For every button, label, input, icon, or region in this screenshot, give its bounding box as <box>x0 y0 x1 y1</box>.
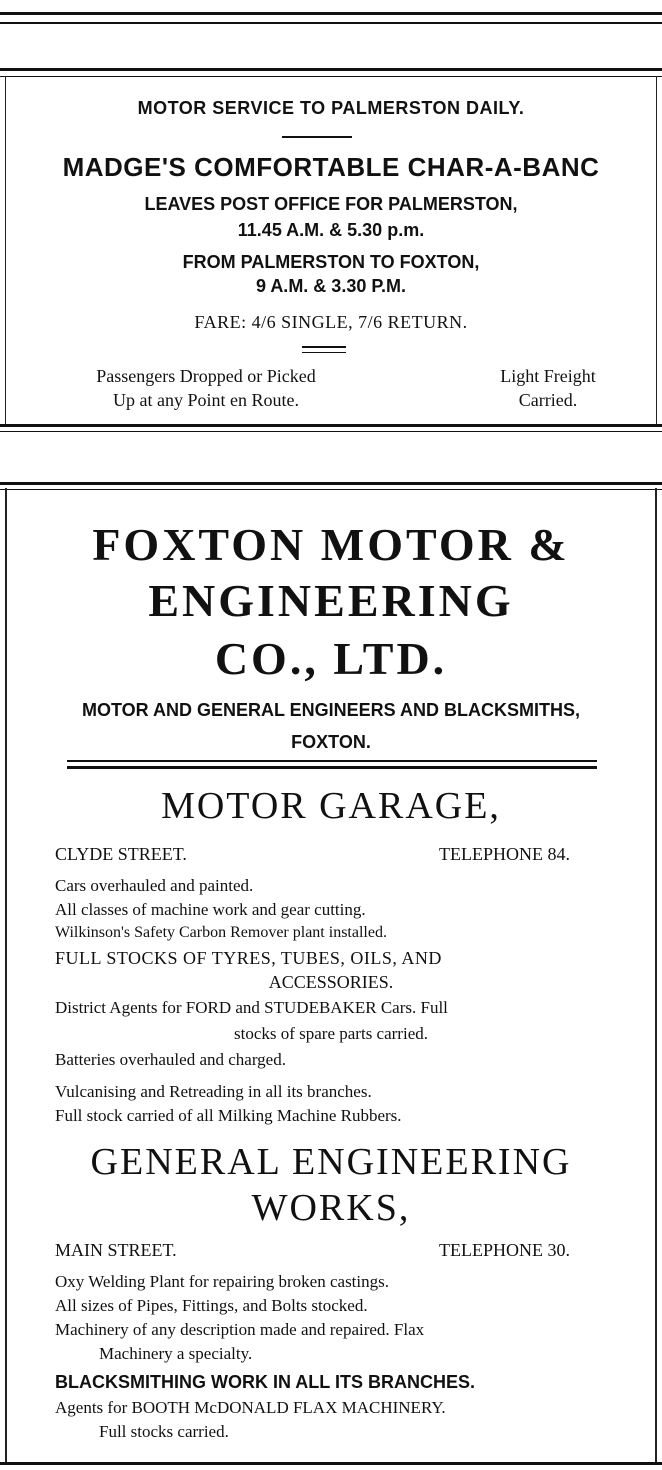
top-rule-thin <box>0 22 662 24</box>
char-a-banc-advert <box>5 76 657 424</box>
garage-line-7: stocks of spare parts carried. <box>233 1024 428 1043</box>
ad2-top-rule <box>0 482 662 485</box>
works-heading-1: GENERAL ENGINEERING <box>90 1141 572 1183</box>
works-line-4: Machinery a specialty. <box>99 1344 253 1363</box>
works-line-6: Agents for BOOTH McDONALD FLAX MACHINERY. <box>55 1398 446 1417</box>
ad1-line2: 11.45 A.M. & 5.30 p.m. <box>237 220 425 240</box>
ad2-title-1: FOXTON MOTOR & <box>92 519 570 570</box>
works-line-5: BLACKSMITHING WORK IN ALL ITS BRANCHES. <box>55 1372 475 1392</box>
garage-telephone: TELEPHONE 84. <box>439 844 570 864</box>
ad1-bottom-rule-thin <box>0 431 662 432</box>
ad1-bottom-rule <box>0 424 662 427</box>
ad1-title: MADGE'S COMFORTABLE CHAR-A-BANC <box>62 152 600 182</box>
garage-line-9: Vulcanising and Retreading in all its branches. <box>55 1082 372 1101</box>
garage-line-8: Batteries overhauled and charged. <box>55 1050 286 1069</box>
ad2-subtitle-2: FOXTON. <box>291 732 371 752</box>
ad1-right-note-2: Carried. <box>518 390 578 410</box>
ad1-line1: LEAVES POST OFFICE FOR PALMERSTON, <box>144 194 518 214</box>
works-street: MAIN STREET. <box>55 1240 177 1260</box>
ad2-double-rule-2 <box>67 766 597 769</box>
ad1-divider-3 <box>302 352 346 353</box>
ad2-subtitle-1: MOTOR AND GENERAL ENGINEERS AND BLACKSMITHS, <box>81 700 581 720</box>
garage-line-3: Wilkinson's Safety Carbon Remover plant installed. <box>55 924 387 941</box>
garage-line-4: FULL STOCKS OF TYRES, TUBES, OILS, AND <box>55 948 442 968</box>
ad1-fare: FARE: 4/6 SINGLE, 7/6 RETURN. <box>194 312 468 332</box>
top-rule <box>0 12 662 15</box>
garage-line-1: Cars overhauled and painted. <box>55 876 254 895</box>
foxton-motor-advert <box>5 488 657 1463</box>
garage-heading: MOTOR GARAGE, <box>161 785 501 827</box>
garage-line-10: Full stock carried of all Milking Machine Rubbers. <box>55 1106 402 1125</box>
ad1-left-note <box>46 364 366 412</box>
ad2-title-2: ENGINEERING <box>148 575 514 626</box>
ad1-top-rule <box>0 68 662 71</box>
ad1-right-note-1: Light Freight <box>500 366 596 386</box>
ad1-divider-2 <box>302 346 346 348</box>
works-line-7: Full stocks carried. <box>99 1422 229 1441</box>
ad1-left-note-1: Passengers Dropped or Picked <box>96 366 316 386</box>
works-line-1: Oxy Welding Plant for repairing broken castings. <box>55 1272 389 1291</box>
ad1-line4: 9 A.M. & 3.30 P.M. <box>255 276 407 296</box>
ad1-heading: MOTOR SERVICE TO PALMERSTON DAILY. <box>137 98 525 118</box>
ad2-double-rule-1 <box>67 760 597 762</box>
ad1-left-note-2: Up at any Point en Route. <box>113 390 299 410</box>
ad2-title-3: CO., LTD. <box>214 633 448 684</box>
ad2-bottom-rule <box>0 1462 662 1465</box>
ad1-divider <box>282 136 352 138</box>
garage-line-6: District Agents for FORD and STUDEBAKER Cars. Full <box>55 998 448 1017</box>
works-telephone: TELEPHONE 30. <box>439 1240 570 1260</box>
works-heading-2: WORKS, <box>251 1187 411 1229</box>
garage-line-5: ACCESSORIES. <box>268 972 394 992</box>
ad1-line3: FROM PALMERSTON TO FOXTON, <box>182 252 480 272</box>
works-line-2: All sizes of Pipes, Fittings, and Bolts stocked. <box>55 1296 368 1315</box>
garage-street: CLYDE STREET. <box>55 844 187 864</box>
ad1-right-note <box>458 364 638 412</box>
garage-line-2: All classes of machine work and gear cutting. <box>55 900 366 919</box>
works-line-3: Machinery of any description made and repaired. Flax <box>55 1320 425 1339</box>
